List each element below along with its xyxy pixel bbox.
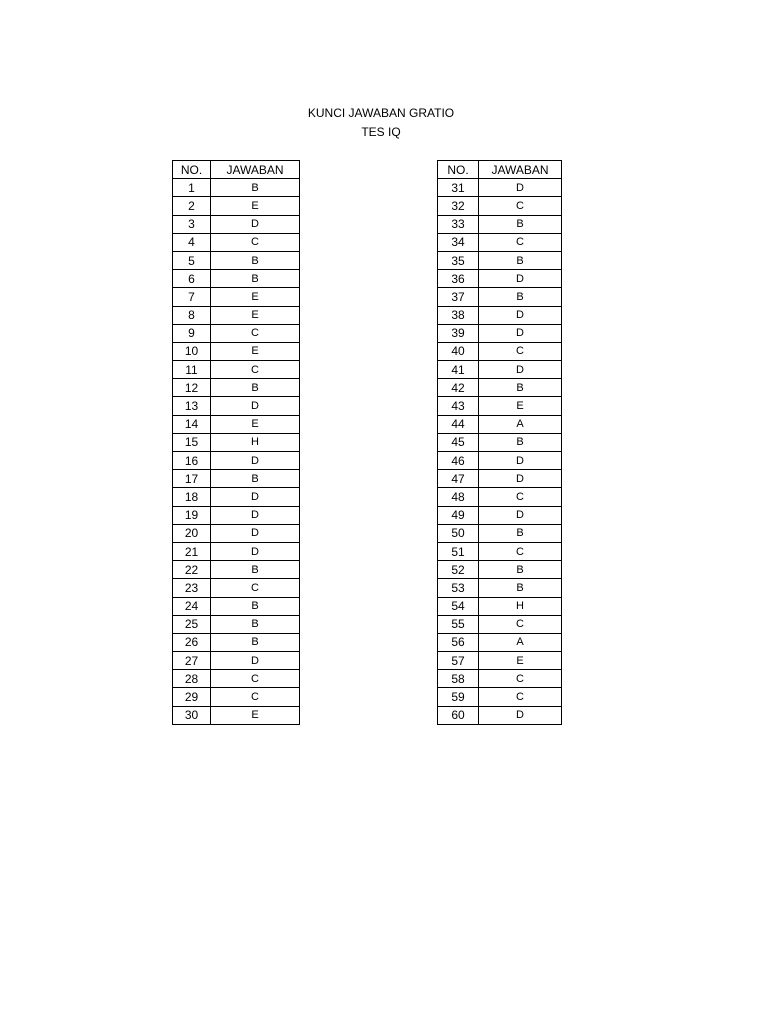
question-number: 49 [438, 506, 479, 524]
answer-letter: D [211, 488, 300, 506]
question-number: 52 [438, 561, 479, 579]
answer-letter: E [479, 397, 562, 415]
table-row [173, 397, 300, 415]
table-row [438, 633, 562, 651]
question-number: 6 [173, 270, 211, 288]
answer-letter: C [479, 670, 562, 688]
answer-letter: D [211, 215, 300, 233]
answer-letter: E [211, 342, 300, 360]
answer-letter: B [479, 433, 562, 451]
question-number: 30 [173, 706, 211, 724]
answer-letter: B [211, 597, 300, 615]
answer-letter: C [479, 488, 562, 506]
question-number: 43 [438, 397, 479, 415]
question-number: 27 [173, 652, 211, 670]
question-number: 24 [173, 597, 211, 615]
table-row [173, 433, 300, 451]
question-number: 36 [438, 270, 479, 288]
table-row [173, 415, 300, 433]
question-number: 32 [438, 197, 479, 215]
table-row [173, 197, 300, 215]
question-number: 58 [438, 670, 479, 688]
answer-letter: B [211, 179, 300, 197]
table-row [173, 488, 300, 506]
question-number: 8 [173, 306, 211, 324]
question-number: 22 [173, 561, 211, 579]
question-number: 44 [438, 415, 479, 433]
question-number: 23 [173, 579, 211, 597]
question-number: 55 [438, 615, 479, 633]
table-row [173, 233, 300, 251]
table-row [173, 524, 300, 542]
table-row [173, 670, 300, 688]
header-no: NO. [438, 161, 479, 179]
question-number: 47 [438, 470, 479, 488]
answer-letter: B [479, 379, 562, 397]
question-number: 45 [438, 433, 479, 451]
table-row [173, 251, 300, 269]
table-row [173, 306, 300, 324]
table-row [438, 688, 562, 706]
table-row [438, 179, 562, 197]
question-number: 48 [438, 488, 479, 506]
question-number: 14 [173, 415, 211, 433]
question-number: 28 [173, 670, 211, 688]
answer-letter: A [479, 633, 562, 651]
table-row [438, 270, 562, 288]
answer-letter: D [479, 179, 562, 197]
table-row [438, 470, 562, 488]
answer-letter: E [211, 288, 300, 306]
answer-letter: C [479, 542, 562, 560]
question-number: 41 [438, 361, 479, 379]
question-number: 16 [173, 452, 211, 470]
question-number: 53 [438, 579, 479, 597]
table-row [173, 561, 300, 579]
table-row [173, 379, 300, 397]
table-row [173, 506, 300, 524]
table-row [438, 524, 562, 542]
table-row [438, 197, 562, 215]
table-row [438, 488, 562, 506]
answer-letter: B [479, 524, 562, 542]
question-number: 60 [438, 706, 479, 724]
answer-letter: C [211, 361, 300, 379]
question-number: 50 [438, 524, 479, 542]
answer-letter: D [479, 452, 562, 470]
answer-letter: D [479, 324, 562, 342]
table-row [438, 615, 562, 633]
table-row [438, 251, 562, 269]
question-number: 35 [438, 251, 479, 269]
table-row [173, 688, 300, 706]
answer-letter: D [211, 542, 300, 560]
table-row [438, 306, 562, 324]
header-answer: JAWABAN [479, 161, 562, 179]
question-number: 40 [438, 342, 479, 360]
answer-letter: B [479, 288, 562, 306]
answer-letter: D [211, 524, 300, 542]
answer-letter: B [211, 270, 300, 288]
answer-letter: B [479, 561, 562, 579]
table-row [173, 706, 300, 724]
answer-key-table-right [437, 160, 562, 725]
document-title: KUNCI JAWABAN GRATIO [307, 106, 455, 120]
answer-letter: B [211, 633, 300, 651]
question-number: 13 [173, 397, 211, 415]
table-row [173, 215, 300, 233]
question-number: 9 [173, 324, 211, 342]
question-number: 5 [173, 251, 211, 269]
answer-letter: B [211, 251, 300, 269]
answer-letter: B [211, 470, 300, 488]
answer-letter: D [211, 652, 300, 670]
answer-letter: E [211, 197, 300, 215]
question-number: 34 [438, 233, 479, 251]
answer-letter: C [211, 579, 300, 597]
table-row [438, 361, 562, 379]
table-row [438, 452, 562, 470]
question-number: 57 [438, 652, 479, 670]
table-row [173, 179, 300, 197]
answer-letter: E [211, 706, 300, 724]
answer-letter: B [479, 579, 562, 597]
answer-letter: D [479, 706, 562, 724]
table-row [438, 288, 562, 306]
header-answer: JAWABAN [211, 161, 300, 179]
question-number: 18 [173, 488, 211, 506]
table-row [173, 615, 300, 633]
answer-letter: E [211, 306, 300, 324]
table-row [438, 652, 562, 670]
question-number: 20 [173, 524, 211, 542]
answer-letter: B [211, 379, 300, 397]
answer-letter: B [479, 215, 562, 233]
answer-letter: D [479, 270, 562, 288]
table-row [438, 397, 562, 415]
answer-letter: C [479, 615, 562, 633]
table-header-row [438, 161, 562, 179]
question-number: 56 [438, 633, 479, 651]
answer-letter: D [211, 452, 300, 470]
table-row [438, 415, 562, 433]
question-number: 1 [173, 179, 211, 197]
answer-letter: C [479, 197, 562, 215]
question-number: 10 [173, 342, 211, 360]
question-number: 38 [438, 306, 479, 324]
table-header-row [173, 161, 300, 179]
answer-letter: D [479, 306, 562, 324]
answer-letter: C [479, 688, 562, 706]
table-row [438, 597, 562, 615]
answer-letter: C [479, 342, 562, 360]
question-number: 12 [173, 379, 211, 397]
question-number: 39 [438, 324, 479, 342]
table-row [173, 270, 300, 288]
answer-letter: D [211, 397, 300, 415]
table-row [173, 652, 300, 670]
table-row [173, 452, 300, 470]
answer-letter: H [211, 433, 300, 451]
question-number: 37 [438, 288, 479, 306]
question-number: 42 [438, 379, 479, 397]
header-no: NO. [173, 161, 211, 179]
question-number: 33 [438, 215, 479, 233]
answer-letter: D [479, 361, 562, 379]
answer-letter: C [479, 233, 562, 251]
table-row [173, 361, 300, 379]
question-number: 11 [173, 361, 211, 379]
question-number: 29 [173, 688, 211, 706]
answer-letter: D [479, 470, 562, 488]
answer-letter: E [211, 415, 300, 433]
table-row [173, 633, 300, 651]
question-number: 31 [438, 179, 479, 197]
answer-letter: B [479, 251, 562, 269]
table-row [173, 324, 300, 342]
table-row [438, 324, 562, 342]
table-row [438, 233, 562, 251]
table-row [173, 342, 300, 360]
question-number: 26 [173, 633, 211, 651]
answer-letter: D [211, 506, 300, 524]
question-number: 17 [173, 470, 211, 488]
table-row [173, 542, 300, 560]
question-number: 59 [438, 688, 479, 706]
answer-letter: E [479, 652, 562, 670]
question-number: 51 [438, 542, 479, 560]
table-row [438, 506, 562, 524]
table-row [438, 670, 562, 688]
question-number: 54 [438, 597, 479, 615]
answer-letter: C [211, 688, 300, 706]
answer-letter: C [211, 233, 300, 251]
question-number: 3 [173, 215, 211, 233]
table-row [173, 597, 300, 615]
answer-letter: C [211, 670, 300, 688]
table-row [438, 342, 562, 360]
answer-letter: A [479, 415, 562, 433]
question-number: 4 [173, 233, 211, 251]
answer-letter: H [479, 597, 562, 615]
table-row [438, 706, 562, 724]
question-number: 19 [173, 506, 211, 524]
table-row [438, 542, 562, 560]
table-row [438, 433, 562, 451]
table-row [438, 215, 562, 233]
question-number: 25 [173, 615, 211, 633]
answer-key-table-left [172, 160, 300, 725]
answer-letter: C [211, 324, 300, 342]
question-number: 15 [173, 433, 211, 451]
answer-letter: B [211, 615, 300, 633]
table-row [173, 288, 300, 306]
table-row [438, 379, 562, 397]
answer-letter: D [479, 506, 562, 524]
table-row [173, 470, 300, 488]
document-subtitle: TES IQ [361, 125, 401, 139]
table-row [438, 579, 562, 597]
question-number: 21 [173, 542, 211, 560]
question-number: 46 [438, 452, 479, 470]
question-number: 7 [173, 288, 211, 306]
question-number: 2 [173, 197, 211, 215]
table-row [438, 561, 562, 579]
answer-letter: B [211, 561, 300, 579]
table-row [173, 579, 300, 597]
